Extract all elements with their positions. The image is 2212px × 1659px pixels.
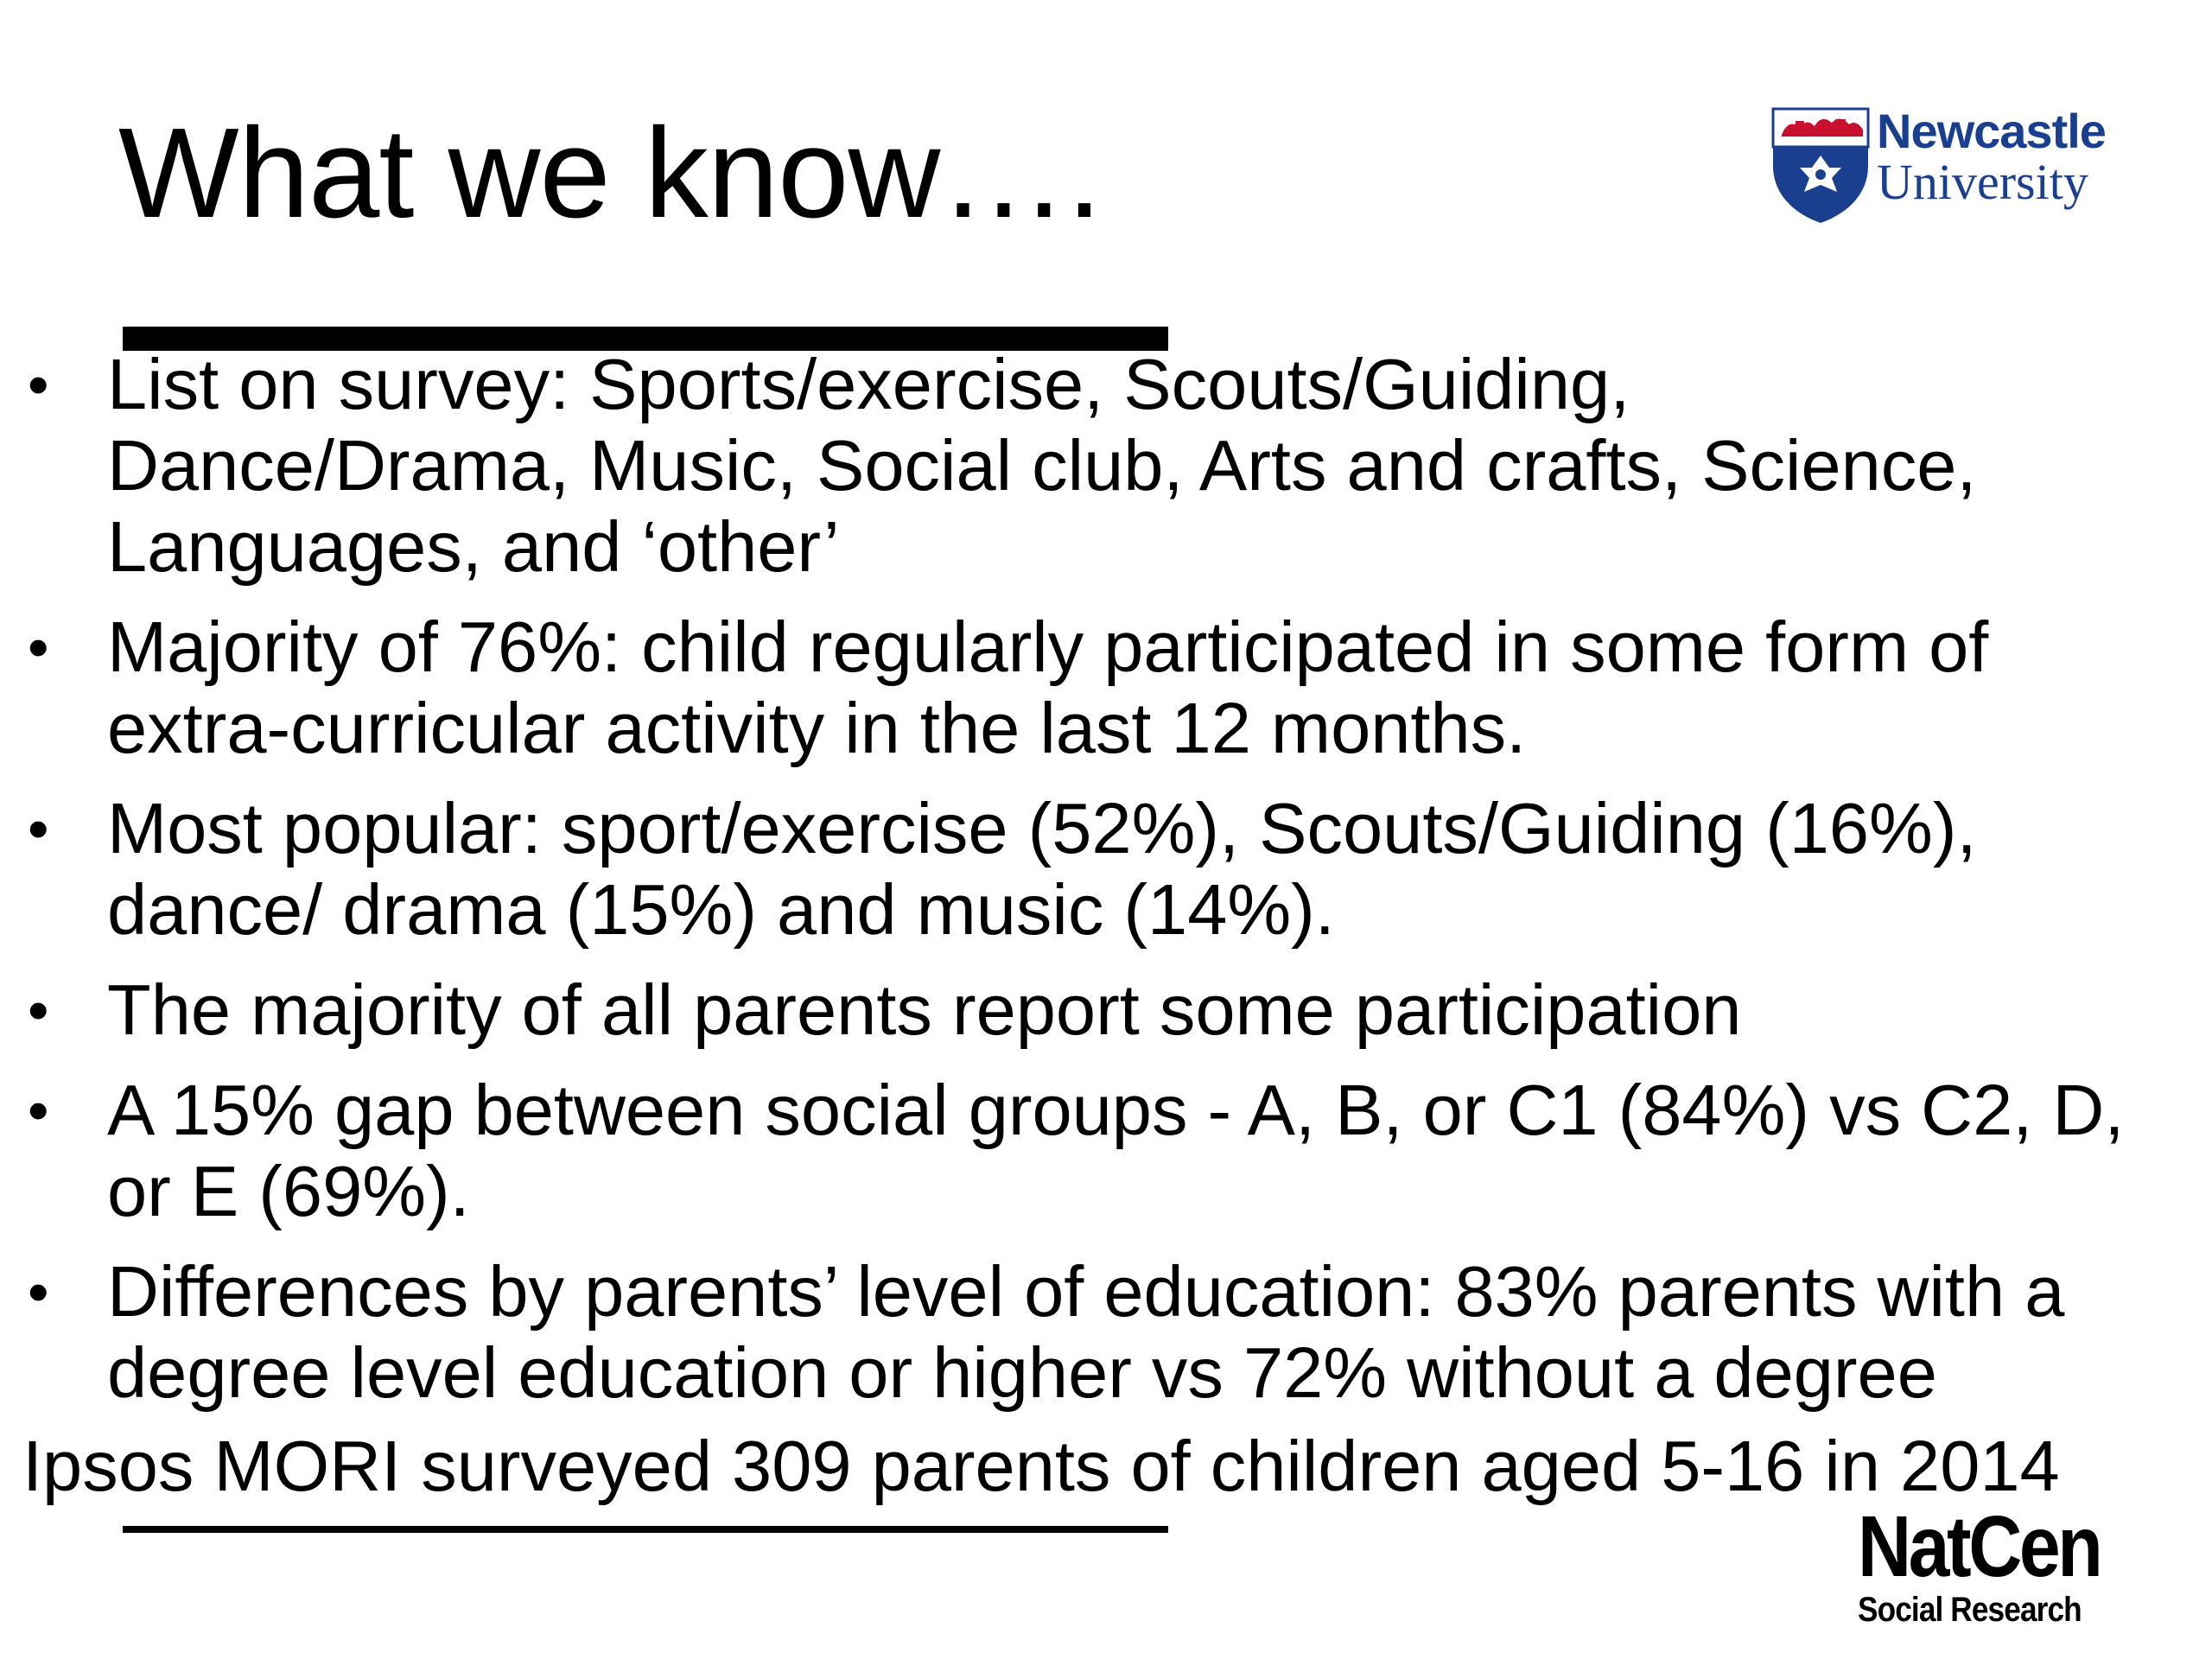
bullet-item [22, 788, 2200, 950]
logo-text-university: University [1877, 154, 2088, 210]
bullet-line: Dance/Drama, Music, Social club, Arts and crafts, Science, [107, 425, 1977, 505]
bullet-glyph: • [28, 1258, 49, 1325]
natcen-logo [1858, 1498, 2117, 1630]
logo-text-newcastle: Newcastle [1877, 104, 2106, 158]
bullet-line: or E (69%). [107, 1151, 470, 1231]
bullet-line: Majority of 76%: child regularly participated in some form of [107, 607, 1989, 687]
bullet-glyph: • [28, 976, 49, 1044]
bullet-line: degree level education or higher vs 72% without a degree [107, 1332, 1937, 1413]
bullet-item [22, 969, 2200, 1051]
university-shield-icon [1770, 105, 1872, 226]
natcen-logo-name: NatCen [1858, 1498, 2101, 1595]
bullet-line: dance/ drama (15%) and music (14%). [107, 869, 1335, 950]
newcastle-university-logo [1770, 105, 2133, 226]
bullet-glyph: • [28, 795, 49, 862]
bullet-line: extra-curricular activity in the last 12 months. [107, 688, 1527, 768]
bullet-list [22, 344, 2200, 1433]
source-note: Ipsos MORI surveyed 309 parents of children aged 5-16 in 2014 [22, 1426, 2060, 1506]
bullet-line: Languages, and ‘other’ [107, 506, 840, 587]
slide-title: What we know…. [118, 102, 1102, 245]
bullet-item [22, 1251, 2200, 1414]
bullet-line: Most popular: sport/exercise (52%), Scouts/Guiding (16%), [107, 788, 1977, 868]
bullet-item [22, 607, 2200, 769]
natcen-logo-subtitle: Social Research [1858, 1591, 2082, 1629]
bullet-item [22, 1070, 2200, 1232]
bullet-item [22, 344, 2200, 588]
bullet-line: Differences by parents’ level of education: 83% parents with a [107, 1251, 2065, 1332]
footer-divider [123, 1526, 1168, 1533]
bullet-glyph: • [28, 1077, 49, 1144]
bullet-line: List on survey: Sports/exercise, Scouts/Guiding, [107, 344, 1630, 424]
bullet-line: A 15% gap between social groups - A, B, or C1 (84%) vs C2, D, [107, 1070, 2125, 1150]
bullet-glyph: • [28, 351, 49, 418]
bullet-line: The majority of all parents report some participation [107, 969, 1742, 1050]
bullet-glyph: • [28, 613, 49, 681]
